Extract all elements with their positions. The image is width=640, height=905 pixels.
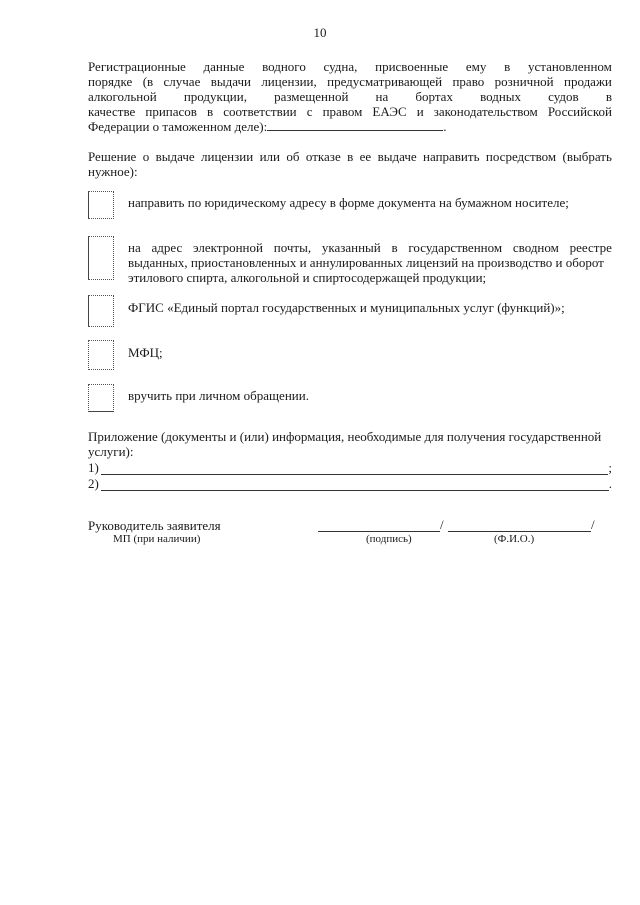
word: алкогольной <box>88 89 157 104</box>
word: посредством <box>485 149 557 164</box>
word: водных <box>480 89 522 104</box>
word: бортах <box>415 89 453 104</box>
page-number: 10 <box>313 25 327 40</box>
full-name-caption: (Ф.И.О.) <box>494 533 535 545</box>
word: право <box>452 74 485 89</box>
attachment-end-mark: . <box>608 476 612 491</box>
word: лицензии, <box>261 74 317 89</box>
word: (выбрать <box>562 149 612 164</box>
word: в <box>391 240 398 255</box>
word: порядке <box>88 74 133 89</box>
option-paper-label: направить по юридическому адресу в форме документа на бумажном носителе; <box>128 195 569 210</box>
option-mfc-checkbox[interactable] <box>88 340 114 370</box>
attachments-heading-line-1: Приложение (документы и (или) информация, необходимые для получения государственной <box>88 429 602 444</box>
word: (в <box>142 74 154 89</box>
word: в <box>605 89 612 104</box>
word: ее <box>359 149 372 164</box>
attachments-heading-line-2: услуги): <box>88 444 134 459</box>
word: законодательством <box>433 104 538 119</box>
registration-period: . <box>443 119 447 134</box>
word: ЕАЭС <box>372 104 407 119</box>
word: или <box>259 149 280 164</box>
option-mfc-label: МФЦ; <box>128 345 163 360</box>
seal-label: МП (при наличии) <box>113 533 201 545</box>
signature-separator: / <box>440 517 444 532</box>
option-email-checkbox[interactable] <box>88 236 114 280</box>
option-portal-checkbox[interactable] <box>88 295 114 327</box>
option-email-line-1 <box>128 240 612 255</box>
word: государственном <box>408 240 503 255</box>
registration-last-text: Федерации о таможенном деле): <box>88 119 268 134</box>
option-email-line-3: этилового спирта, алкогольной и спиртосодержащей продукции; <box>128 270 487 285</box>
word: продажи <box>563 74 612 89</box>
option-personal-checkbox[interactable] <box>88 384 114 412</box>
word: установленном <box>527 59 612 74</box>
word: на <box>128 240 141 255</box>
word: в <box>504 59 511 74</box>
word: выдаче <box>155 149 195 164</box>
word: в <box>347 149 354 164</box>
word: в <box>206 104 214 119</box>
word: о <box>142 149 150 164</box>
attachment-item-2 <box>88 476 612 491</box>
decision-line-1 <box>88 149 612 164</box>
registration-paragraph <box>88 59 612 134</box>
word: и <box>416 104 424 119</box>
word: сводном <box>512 240 559 255</box>
word: розничной <box>494 74 554 89</box>
signature-caption: (подпись) <box>366 533 412 545</box>
word: продукции, <box>183 89 247 104</box>
word: на <box>375 89 389 104</box>
word: Регистрационные <box>88 59 186 74</box>
option-paper-checkbox[interactable] <box>88 191 114 219</box>
word: Решение <box>88 149 137 164</box>
word: ему <box>465 59 487 74</box>
word: адрес <box>151 240 183 255</box>
word: данные <box>203 59 245 74</box>
word: размещенной <box>274 89 349 104</box>
word: предусматривающей <box>327 74 443 89</box>
word: соответствии <box>223 104 297 119</box>
applicant-head-label: Руководитель заявителя <box>88 518 221 533</box>
word: электронной <box>193 240 263 255</box>
word: отказе <box>305 149 341 164</box>
word: выдаче <box>377 149 417 164</box>
decision-paragraph <box>88 149 612 179</box>
registration-line-2 <box>88 74 612 89</box>
word: с <box>306 104 313 119</box>
decision-line-2: нужное): <box>88 164 138 179</box>
option-email-label <box>128 240 612 285</box>
attachment-fill-field[interactable] <box>101 463 609 475</box>
word: припасов <box>145 104 197 119</box>
attachment-number: 2) <box>88 476 99 491</box>
word: лицензии <box>201 149 254 164</box>
word: об <box>286 149 300 164</box>
full-name-separator: / <box>591 517 595 532</box>
attachment-number: 1) <box>88 460 99 475</box>
word: случае <box>163 74 201 89</box>
word: выдачи <box>210 74 251 89</box>
word: водного <box>262 59 306 74</box>
registration-line-5 <box>88 119 612 134</box>
word: почты, <box>273 240 312 255</box>
word: присвоенные <box>375 59 449 74</box>
option-portal-label: ФГИС «Единый портал государственных и муниципальных услуг (функций)»; <box>128 300 565 315</box>
attachment-end-mark: ; <box>608 460 612 475</box>
attachments-heading <box>88 429 612 459</box>
option-personal-label: вручить при личном обращении. <box>128 388 309 403</box>
registration-line-4 <box>88 104 612 119</box>
word: качестве <box>88 104 136 119</box>
word: правом <box>322 104 363 119</box>
option-email-line-2: выданных, приостановленных и аннулированных лицензий на производство и оборот <box>128 255 604 270</box>
attachment-item-1 <box>88 460 612 475</box>
word: Российской <box>547 104 612 119</box>
registration-fill-field[interactable] <box>267 130 443 131</box>
word: судна, <box>323 59 358 74</box>
registration-line-1 <box>88 59 612 74</box>
attachment-fill-field[interactable] <box>101 479 609 491</box>
word: направить <box>423 149 480 164</box>
registration-line-3 <box>88 89 612 104</box>
word: реестре <box>569 240 612 255</box>
word: судов <box>548 89 579 104</box>
word: указанный <box>321 240 381 255</box>
